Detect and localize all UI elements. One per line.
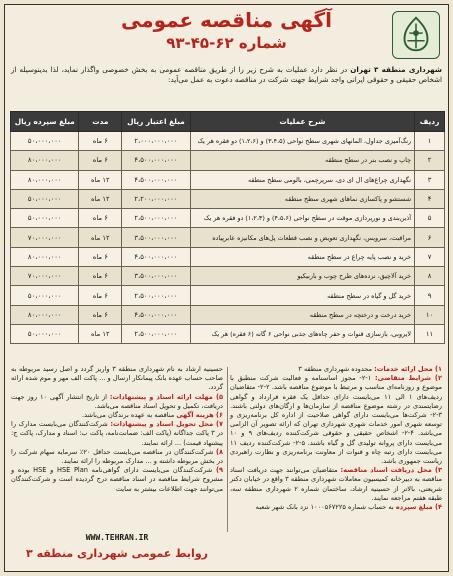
row-index: ۴ xyxy=(415,189,445,208)
row-index: ۳ xyxy=(415,170,445,189)
row-operation: خرید درخت و درختچه در سطح منطقه xyxy=(190,305,414,324)
condition-text: محدوده شهرداری منطقه ۳ xyxy=(298,365,375,373)
row-operation: رنگ‌آمیزی جداول، المانهای شهری سطح نواحی (۳،۴،۵) و (۱،۲،۶) دو فقره هر یک xyxy=(190,132,414,151)
table-body xyxy=(11,132,445,344)
table-row xyxy=(11,305,445,324)
condition-label: ۷) محل تحویل اسناد و پیشنهادات: xyxy=(110,420,223,429)
row-operation: شستشو و پاکسازی نماهای شهری سطح منطقه xyxy=(190,189,414,208)
row-credit: ۳،۵۰۰،۰۰۰،۰۰۰ xyxy=(122,267,190,286)
condition-label: ۹) xyxy=(215,466,223,475)
row-credit: ۲،۲۰۰،۰۰۰،۰۰۰ xyxy=(122,189,190,208)
condition-text: حسینیه ارشاد به نام شهرداری منطقه ۳ واریز گردد و اصل رسید مربوطه به صاحب حساب عهده بانک پیمانکار ارسال و ... پاکت الف مهر و موم شده ارائه گردد. xyxy=(11,365,223,392)
row-operation: چاپ و نصب بنر در سطح منطقه xyxy=(190,151,414,170)
condition-label: ۸) xyxy=(215,447,223,456)
row-duration: ۶ ماه xyxy=(79,247,122,266)
row-duration: ۶ ماه xyxy=(79,286,122,305)
condition-paragraph xyxy=(11,420,223,448)
intro-lead: شهرداری منطقه ۳ تهران xyxy=(350,65,442,74)
row-index: ۱ xyxy=(415,132,445,151)
row-index: ۲ xyxy=(415,151,445,170)
condition-label: ۱) محل ارائه خدمات: xyxy=(374,365,442,373)
intro-text: در نظر دارد عملیات به شرح زیر را از طریق مناقصه عمومی به بخش خصوصی واگذار نماید، لذا بدینوسیله از اشخاص حقیقی و حقوقی ایرانی واجد شرایط جهت شرکت در مناقصه دعوت به عمل می‌آید: xyxy=(11,65,442,84)
tehran-municipality-logo-icon xyxy=(392,11,440,59)
header-index: ردیف xyxy=(415,112,445,132)
row-index: ۹ xyxy=(415,286,445,305)
row-operation: مراقبت، سرویس، نگهداری تعویض و نصب قطعات پل‌های مکانیزه عابرپیاده xyxy=(190,228,414,247)
intro-paragraph xyxy=(11,65,442,85)
row-deposit: ۵۰،۰۰۰،۰۰۰ xyxy=(11,209,79,228)
row-duration: ۱۲ ماه xyxy=(79,170,122,189)
row-index: ۶ xyxy=(415,228,445,247)
row-deposit: ۸۰،۰۰۰،۰۰۰ xyxy=(11,151,79,170)
conditions-right-column xyxy=(230,365,442,512)
condition-text: شرکت‌کنندگان می‌بایست مدارک را در ۳ پاکت جداگانه (پاکت الف: ضمانت‌نامه، پاکت ب: اسناد و مدارک، پاکت ج: پیشنهاد قیمت) ... ارائه نمایند. xyxy=(11,420,223,447)
table-row xyxy=(11,132,445,151)
row-deposit: ۷۰،۰۰۰،۰۰۰ xyxy=(11,267,79,286)
row-deposit: ۸۰،۰۰۰،۰۰۰ xyxy=(11,305,79,324)
row-duration: ۱۲ ماه xyxy=(79,189,122,208)
row-duration: ۱۲ ماه xyxy=(79,324,122,343)
row-deposit: ۵۰،۰۰۰،۰۰۰ xyxy=(11,324,79,343)
row-operation: خرید و نصب پایه چراغ در سطح منطقه xyxy=(190,247,414,266)
row-credit: ۴،۵۰۰،۰۰۰،۰۰۰ xyxy=(122,170,190,189)
row-duration: ۶ ماه xyxy=(79,132,122,151)
row-duration: ۱۲ ماه xyxy=(79,228,122,247)
row-credit: ۳،۵۰۰،۰۰۰،۰۰۰ xyxy=(122,228,190,247)
header-operation: شرح عملیات xyxy=(190,112,414,132)
conditions-section xyxy=(11,365,442,555)
table-row xyxy=(11,228,445,247)
row-index: ۱۱ xyxy=(415,324,445,343)
condition-text: مناقصه به عهده برندگان می‌باشد. xyxy=(82,411,177,420)
row-duration: ۶ ماه xyxy=(79,267,122,286)
row-credit: ۲،۵۰۰،۰۰۰،۰۰۰ xyxy=(122,209,190,228)
tender-notice-page xyxy=(4,4,449,572)
row-deposit: ۵۰،۰۰۰،۰۰۰ xyxy=(11,189,79,208)
row-index: ۱۰ xyxy=(415,305,445,324)
row-duration: ۶ ماه xyxy=(79,151,122,170)
row-deposit: ۵۰،۰۰۰،۰۰۰ xyxy=(11,132,79,151)
condition-text: متقاضیان می‌توانند جهت دریافت اسناد مناقصه به دبیرخانه کمیسیون معاملات شهرداری منطقه ۳ واقع در خیابان دکتر شریعتی، بالاتر از حسینیه ارشاد، ساختمان شماره ۲ شهرداری منطقه سه، طبقه هفتم مراجعه نمایند. xyxy=(230,466,442,502)
table-header-row xyxy=(11,112,445,132)
table-row xyxy=(11,324,445,343)
condition-label: ۶) هزینه آگهی xyxy=(176,411,223,420)
condition-paragraph xyxy=(11,448,223,466)
condition-text: شرکت‌کنندگان می‌بایست دارای گواهی‌نامه HSE Plan و HSE بوده و مشروح شرایط مناقصه در اسناد مناقصه درج گردیده است و شرکت‌کنندگان می‌توانند جهت اطلاعات بیشتر به سایت xyxy=(11,466,223,493)
row-credit: ۲،۵۰۰،۰۰۰،۰۰۰ xyxy=(122,286,190,305)
notice-number: شماره ۶۲-۴۵-۹۳ xyxy=(166,34,287,52)
row-credit: ۲،۵۰۰،۰۰۰،۰۰۰ xyxy=(122,324,190,343)
row-duration: ۶ ماه xyxy=(79,305,122,324)
tender-table xyxy=(10,111,445,344)
header-credit: مبلغ اعتبار ریال xyxy=(122,112,190,132)
row-index: ۸ xyxy=(415,267,445,286)
header-deposit: مبلغ سپرده ریال xyxy=(11,112,79,132)
condition-text: شرکت‌کنندگان در مناقصه می‌بایست حداقل ۲۰٪ سرمایه سهام شرکت را در بخش مربوطه داشته و ... مدارک مربوطه را ارائه نمایند. xyxy=(11,447,223,466)
condition-paragraph xyxy=(230,466,442,503)
condition-paragraph xyxy=(11,411,223,420)
row-index: ۵ xyxy=(415,209,445,228)
row-deposit: ۷۰،۰۰۰،۰۰۰ xyxy=(11,228,79,247)
row-credit: ۴،۵۰۰،۰۰۰،۰۰۰ xyxy=(122,305,190,324)
condition-paragraph xyxy=(11,466,223,494)
table-row xyxy=(11,286,445,305)
table-row xyxy=(11,267,445,286)
public-relations-signature: روابط عمومی شهرداری منطقه ۳ xyxy=(26,547,208,560)
row-credit: ۲،۰۰۰،۰۰۰،۰۰۰ xyxy=(122,132,190,151)
table-row xyxy=(11,189,445,208)
row-deposit: ۸۰،۰۰۰،۰۰۰ xyxy=(11,170,79,189)
notice-header xyxy=(5,5,448,63)
condition-paragraph xyxy=(11,365,223,393)
condition-paragraph xyxy=(230,374,442,466)
header-duration: مدت xyxy=(79,112,122,132)
row-operation: آذین‌بندی و نورپردازی موقت در سطح نواحی (۴،۵،۶) و (۱،۲،۳) دو فقره هر یک xyxy=(190,209,414,228)
table-row xyxy=(11,247,445,266)
row-operation: خرید آلاچیق، نرده‌های طرح چوب و باربیکیو xyxy=(190,267,414,286)
condition-label: ۲) شرایط متقاضی: xyxy=(375,374,442,383)
row-deposit: ۸۰،۰۰۰،۰۰۰ xyxy=(11,247,79,266)
row-credit: ۴،۵۰۰،۰۰۰،۰۰۰ xyxy=(122,151,190,170)
condition-text: از تاریخ انتشار آگهی ۱۰ روز جهت دریافت، تکمیل و تحویل اسناد مناقصه می‌باشد. xyxy=(11,392,223,410)
row-operation: نگهداری چراغ‌های ال ای دی، سرپرچمی، بالومی سطح منطقه xyxy=(190,170,414,189)
condition-label: ۴) مبلغ سپرده xyxy=(395,503,442,512)
table-row xyxy=(11,151,445,170)
condition-paragraph xyxy=(230,365,442,374)
row-index: ۷ xyxy=(415,247,445,266)
row-duration: ۶ ماه xyxy=(79,209,122,228)
condition-label: ۳) محل دریافت اسناد مناقصه: xyxy=(340,466,443,475)
condition-text: ۱-۲- مجوز اساسنامه و فعالیت شرکت منطبق با موضوع و روزنامه‌ای مناسب و مرتبط با موضوع مناقصه باشد. ۲-۲- متقاضیان ردیف‌های ۱ الی ۱۱ می‌بایست دارای حداقل یک فقره قرارداد و گواهی رضایتمندی در رشته موضوع مناقصه از سازمان‌ها و ارگان‌های دولتی باشند. ۳-۲- شرکت‌ها می‌بایست دارای گواهی صلاحیت از اداره کل برنامه‌ریزی و توسعه شهری امور خدمات شهری شهرداری تهران که ارائه تصویر آن الزامی می‌باشد. ۴-۲- اشخاص حقیقی و حقوقی شرکت‌کننده ردیف‌های ۹ و ۱۰ می‌بایست دارای پروانه تولیدی گل و گیاه باشند. ۵-۲- شرکت‌کننده ردیف ۱۱ می‌بایست دارای رتبه چاه و قنوات از معاونت برنامه‌ریزی و نظارت راهبردی ریاست جمهوری باشد. xyxy=(230,374,443,466)
condition-label: ۵) مهلت ارائه اسناد و پیشنهادات: xyxy=(109,392,224,401)
row-operation: خرید گل و گیاه در سطح منطقه xyxy=(190,286,414,305)
notice-title: آگهی مناقصه عمومی xyxy=(120,8,333,32)
condition-text: به حساب شماره ۱۰۰۰۵۶۷۲۲۵ نزد بانک شهر شعبه xyxy=(255,503,396,512)
row-operation: لایروبی، بازسازی قنوات و حفر چاه‌های جذبی نواحی ۶ گانه (۶ فقره) هر یک xyxy=(190,324,414,343)
condition-paragraph xyxy=(11,393,223,411)
row-deposit: ۵۰،۰۰۰،۰۰۰ xyxy=(11,286,79,305)
conditions-left-column xyxy=(11,365,223,494)
table-row xyxy=(11,170,445,189)
table-row xyxy=(11,209,445,228)
row-credit: ۴،۵۰۰،۰۰۰،۰۰۰ xyxy=(122,247,190,266)
website-link[interactable]: WWW.TEHRAN.IR xyxy=(85,533,149,542)
condition-paragraph xyxy=(230,503,442,512)
